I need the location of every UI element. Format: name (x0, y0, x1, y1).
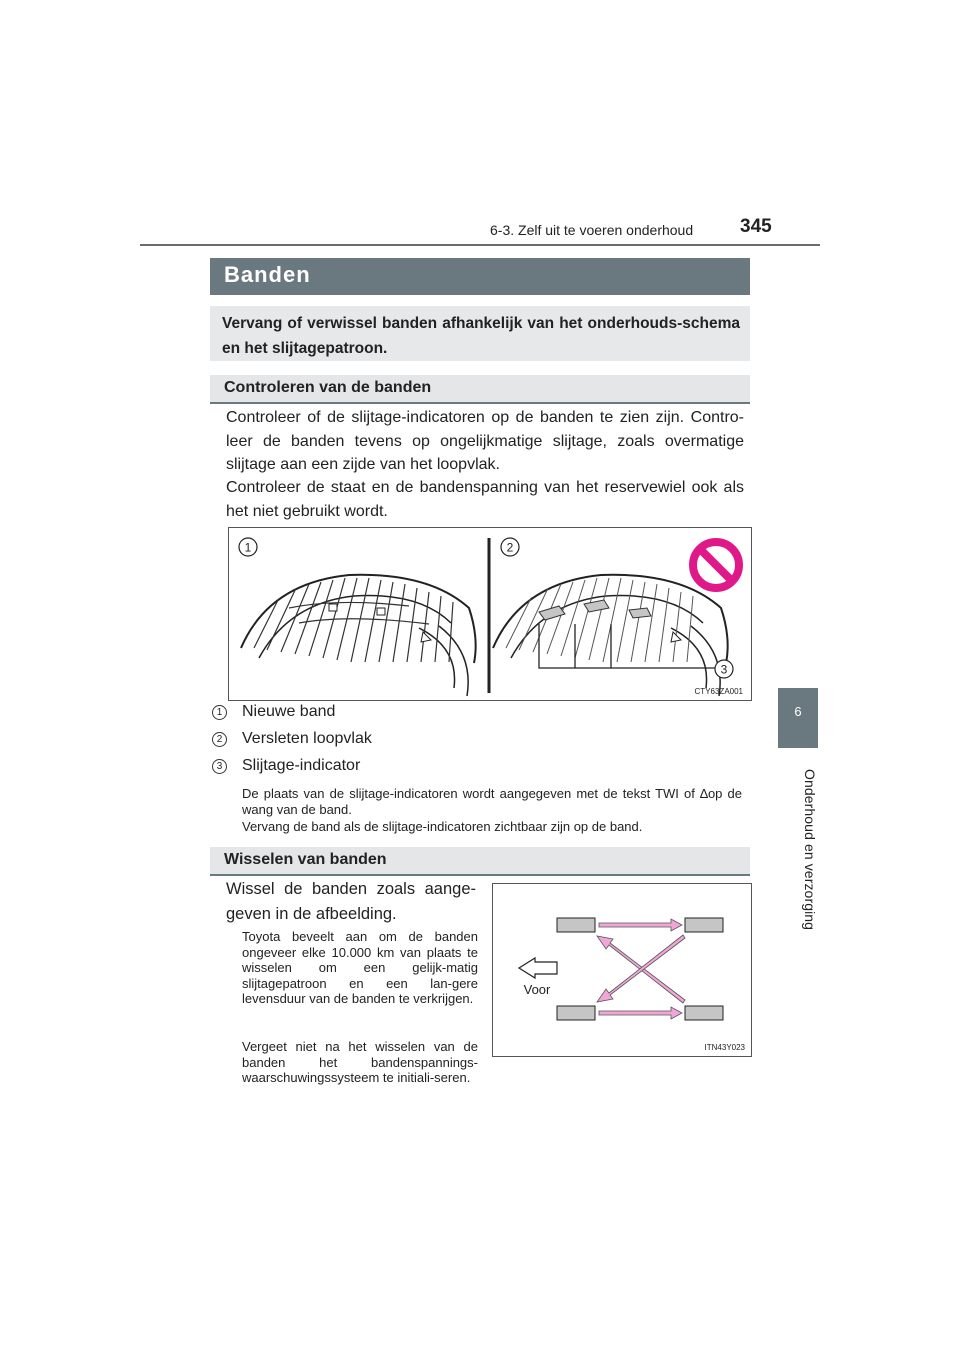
header-rule (140, 244, 820, 246)
legend-text-3: Slijtage-indicator (242, 757, 361, 774)
legend-text-2: Versleten loopvlak (242, 730, 372, 747)
arrow-rear-to-rear (599, 1007, 682, 1019)
new-tire-drawing (241, 575, 476, 696)
page-title-bar (210, 258, 750, 295)
chapter-label: Onderhoud en verzorging (802, 769, 818, 931)
arrow-front-to-front (599, 919, 682, 931)
legend-num-2: 2 (212, 732, 227, 747)
callout-3: 3 (720, 662, 728, 677)
section-title: 6-3. Zelf uit te voeren onderhoud (490, 222, 694, 238)
tire-rear-left (557, 1006, 595, 1020)
prohibited-icon (693, 542, 739, 588)
rotation-interval-note: Toyota beveelt aan om de banden ongeveer elke 10.000 km van plaats te wisselen om een gelijk-matig slijtagepatroon en een lan-gere levensduur van de banden te verkrijgen. (242, 929, 478, 1006)
legend-text-1: Nieuwe band (242, 703, 336, 720)
rotate-paragraph: Wissel de banden zoals aange-geven in de afbeelding. (226, 880, 476, 923)
subheading-rotate-text: Wisselen van banden (224, 851, 387, 868)
front-direction-arrow (519, 958, 557, 978)
front-label: Voor (523, 982, 551, 997)
tire-wear-illustration (229, 528, 751, 700)
subheading-rotate (210, 847, 750, 876)
tire-rotation-figure (492, 883, 752, 1057)
check-paragraph-2: Controleer de staat en de bandenspanning van het reservewiel ook als het niet gebruikt wordt. (226, 479, 744, 520)
subheading-check-text: Controleren van de banden (224, 379, 432, 396)
legend-num-1: 1 (212, 705, 227, 720)
page-number: 345 (740, 216, 772, 237)
tire-front-right (685, 918, 723, 932)
intro-box (210, 306, 750, 361)
wear-indicator-note: De plaats van de slijtage-indicatoren wordt aangegeven met de tekst TWI of ∆op de wang van de band. (242, 786, 742, 817)
chapter-number: 6 (794, 704, 802, 719)
tire-rotation-diagram (493, 884, 751, 1056)
chapter-tab (778, 688, 818, 748)
tire-rear-right (685, 1006, 723, 1020)
legend-num-3: 3 (212, 759, 227, 774)
check-paragraph-1: Controleer of de slijtage-indicatoren op de banden te zien zijn. Contro-leer de banden tevens op ongelijkmatige slijtage, zoals overmatige slijtage aan een zijde van het loopvlak. (226, 409, 744, 473)
intro-text: Vervang of verwissel banden afhankelijk van het onderhouds-schema en het slijtagepatroon. (222, 315, 740, 357)
callout-2: 2 (506, 540, 514, 555)
rotation-figure-code: ITN43Y023 (704, 1043, 745, 1052)
tire-front-left (557, 918, 595, 932)
figure-code: CTY63ZA001 (694, 687, 743, 696)
replace-tire-note: Vervang de band als de slijtage-indicatoren zichtbaar zijn op de band. (242, 819, 643, 834)
tpms-reset-note: Vergeet niet na het wisselen van de banden het bandenspannings-waarschuwingssysteem te initiali-seren. (242, 1039, 478, 1085)
subheading-check (210, 375, 750, 404)
page-title: Banden (224, 262, 311, 287)
callout-1: 1 (244, 540, 252, 555)
tire-wear-figure (228, 527, 752, 701)
worn-tire-drawing (493, 575, 728, 696)
